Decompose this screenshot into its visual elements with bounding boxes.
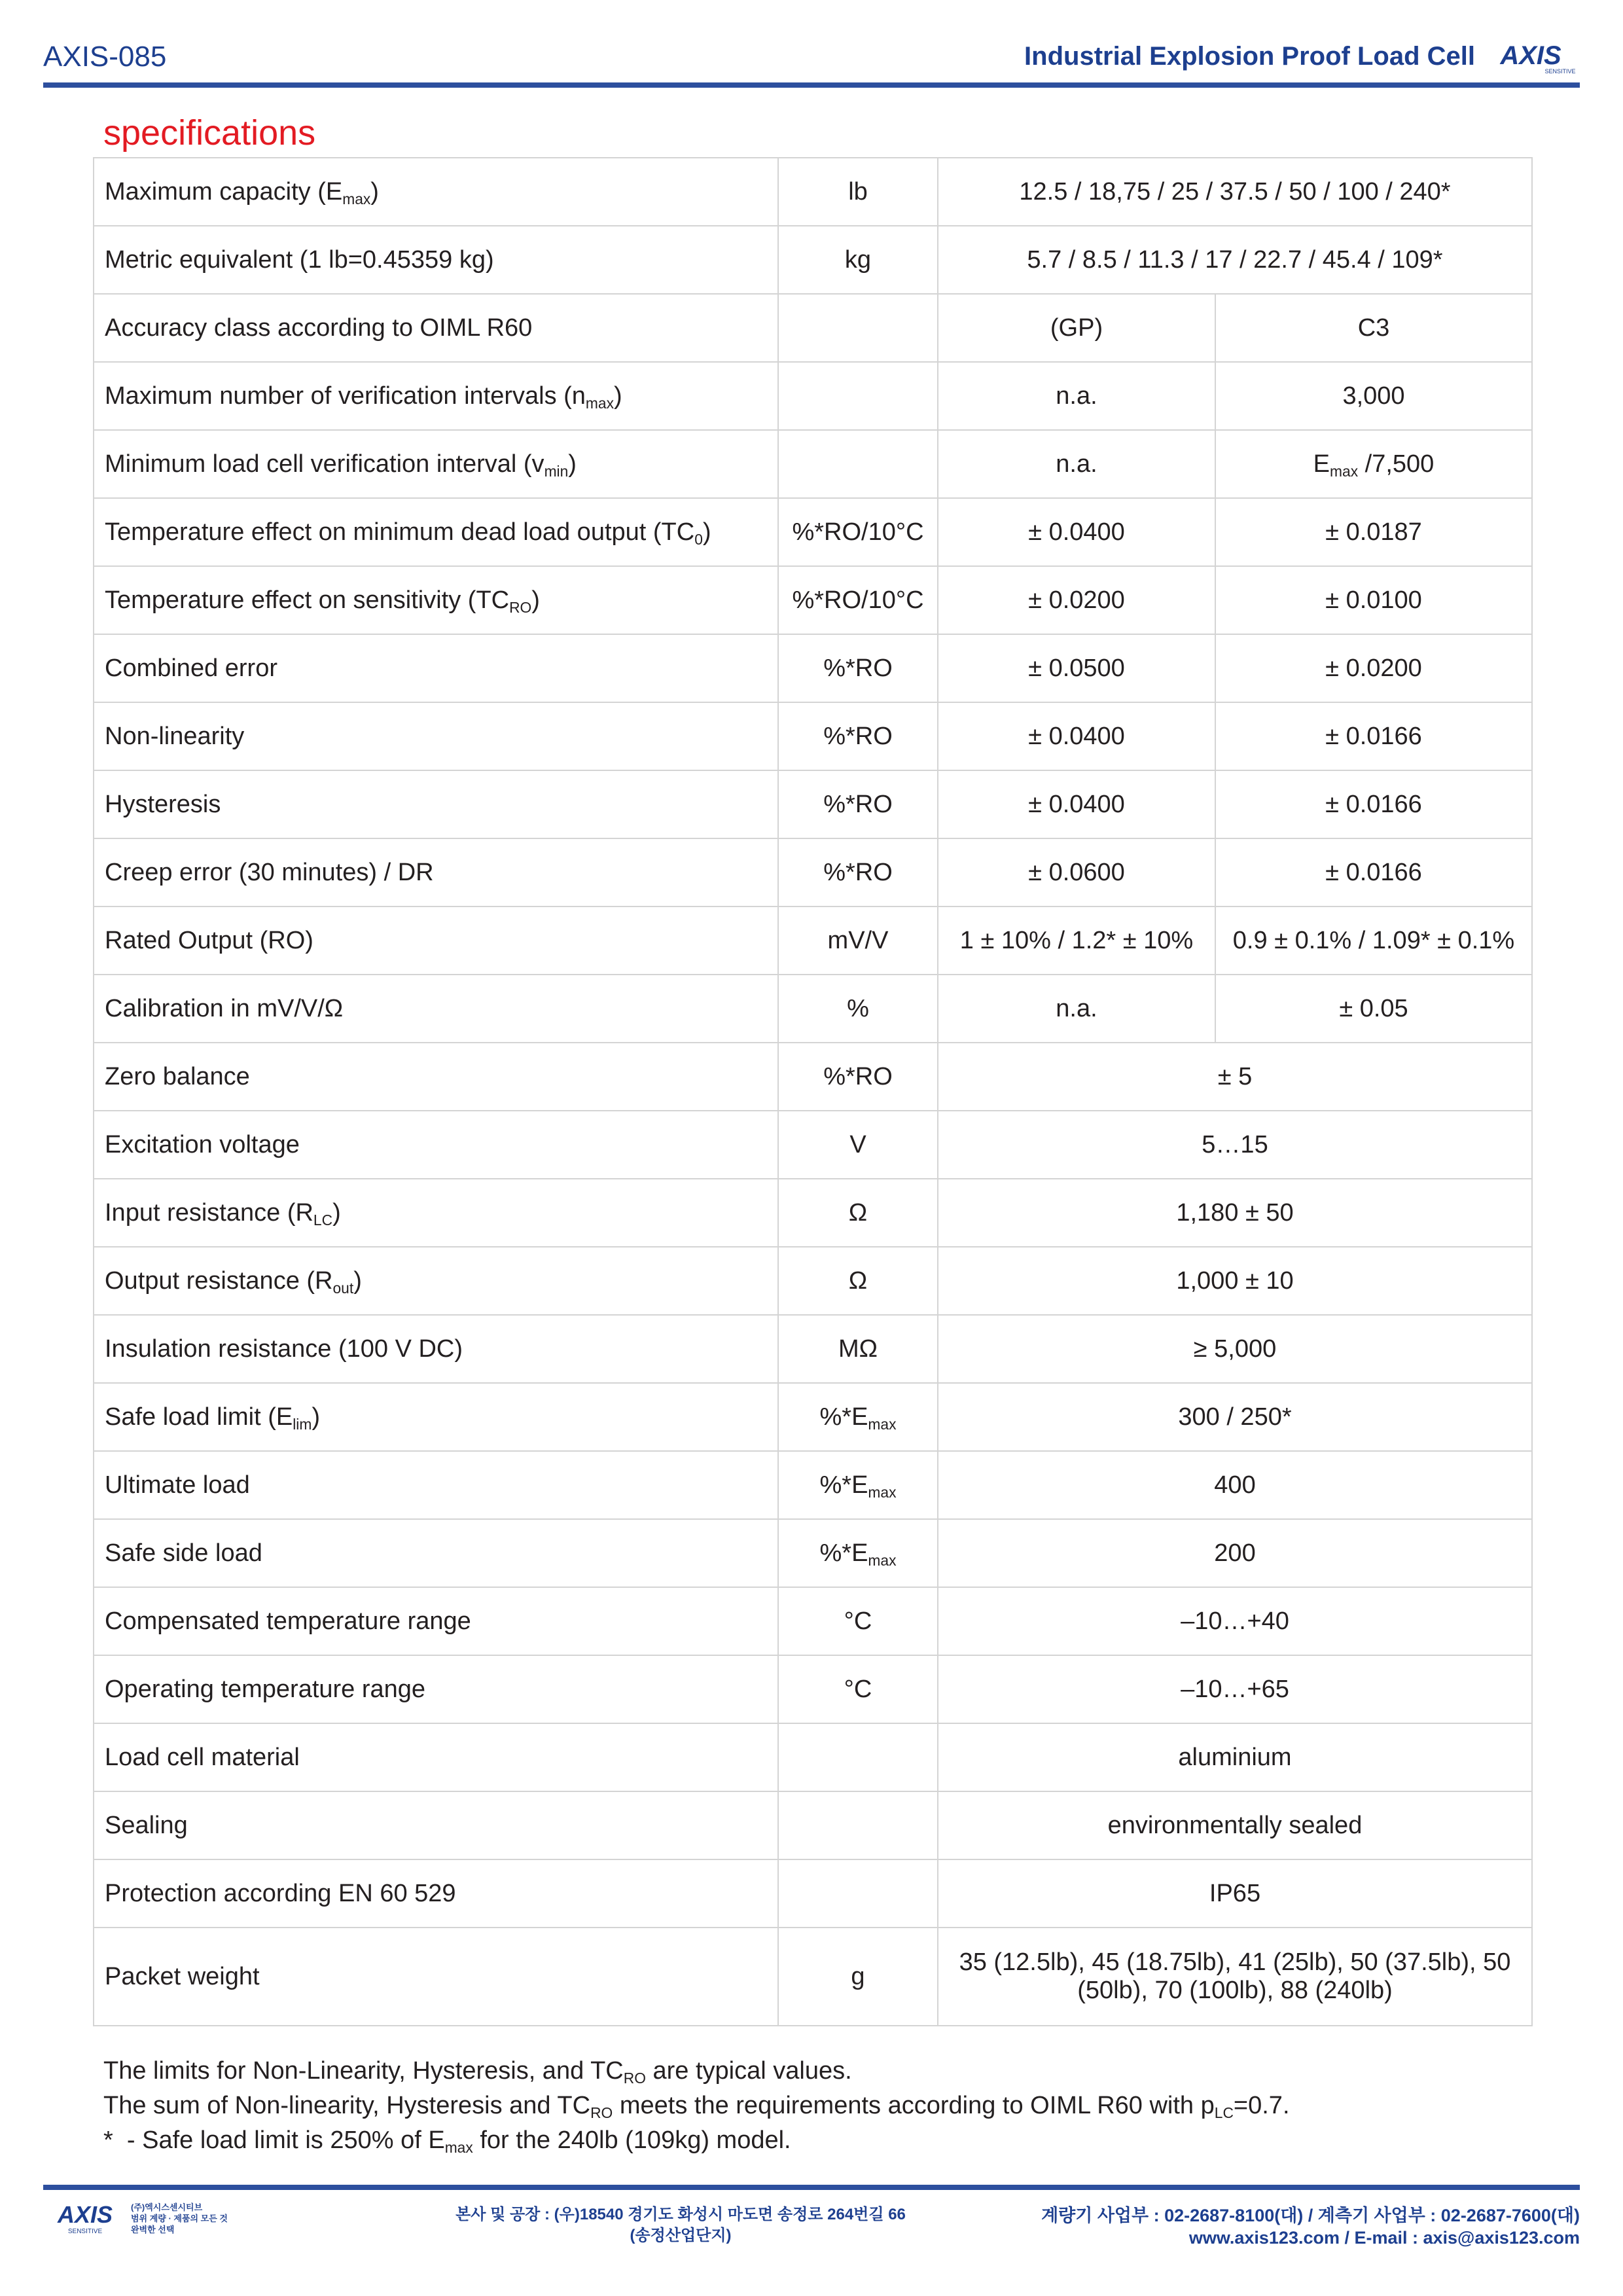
parameter-cell: Temperature effect on minimum dead load output $(TC_0)$ — [94, 498, 778, 566]
value-cell: 200 — [938, 1519, 1532, 1587]
note-line: * - Safe load limit is 250% of $E_{max}$ for the 240lb (109kg) model. — [103, 2126, 791, 2156]
unit-cell: $\%*E_{max}$ — [778, 1383, 938, 1451]
spec-row — [94, 1179, 1532, 1247]
unit-cell: %*RO — [778, 1043, 938, 1111]
spec-row — [94, 1928, 1532, 2026]
unit-cell: %*RO/10°C — [778, 498, 938, 566]
value-cell: 5.7 / 8.5 / 11.3 / 17 / 22.7 / 45.4 / 109* — [938, 226, 1532, 294]
parameter-cell: Hysteresis — [94, 770, 778, 838]
spec-row — [94, 975, 1532, 1043]
unit-cell: mV/V — [778, 906, 938, 975]
spec-row — [94, 838, 1532, 906]
parameter-cell: Input resistance $(R_{LC})$ — [94, 1179, 778, 1247]
spec-row — [94, 1587, 1532, 1655]
value-gp-cell: ± 0.0400 — [938, 498, 1215, 566]
spec-row — [94, 158, 1532, 226]
parameter-cell: Maximum number of verification intervals $(n_{max})$ — [94, 362, 778, 430]
parameter-cell: Safe load limit $(E_{lim})$ — [94, 1383, 778, 1451]
value-cell: environmentally sealed — [938, 1791, 1532, 1859]
value-cell: 1,000 ± 10 — [938, 1247, 1532, 1315]
svg-text:AXIS: AXIS — [57, 2201, 113, 2228]
value-cell: 1,180 ± 50 — [938, 1179, 1532, 1247]
parameter-cell: Protection according EN 60 529 — [94, 1859, 778, 1928]
company-name: (주)엑시스센시티브 — [131, 2202, 203, 2212]
value-cell: 5…15 — [938, 1111, 1532, 1179]
unit-cell — [778, 1791, 938, 1859]
parameter-cell: Excitation voltage — [94, 1111, 778, 1179]
parameter-cell: Load cell material — [94, 1723, 778, 1791]
specifications-table — [93, 157, 1533, 2026]
unit-cell: V — [778, 1111, 938, 1179]
svg-text:SENSITIVE: SENSITIVE — [67, 2228, 103, 2235]
value-c3-cell: ± 0.0200 — [1215, 634, 1532, 702]
company-slogan: 범위 계량 · 제품의 모든 것 — [131, 2214, 228, 2223]
value-cell: ± 5 — [938, 1043, 1532, 1111]
parameter-cell: Minimum load cell verification interval $(v_{min})$ — [94, 430, 778, 498]
spec-row — [94, 1111, 1532, 1179]
footer-contact — [1041, 2204, 1580, 2249]
company-slogan: 완벽한 선택 — [131, 2225, 175, 2234]
axis-logo — [1482, 41, 1580, 78]
unit-cell: g — [778, 1928, 938, 2026]
spec-row — [94, 1519, 1532, 1587]
value-c3-cell: ± 0.0166 — [1215, 702, 1532, 770]
footer-company — [131, 2202, 228, 2235]
unit-cell: kg — [778, 226, 938, 294]
value-c3-cell: ± 0.0187 — [1215, 498, 1532, 566]
unit-cell: %*RO — [778, 702, 938, 770]
parameter-cell: Temperature effect on sensitivity $(TC_{RO})$ — [94, 566, 778, 634]
spec-row — [94, 1383, 1532, 1451]
svg-text:SENSITIVE: SENSITIVE — [1544, 68, 1576, 75]
unit-cell: °C — [778, 1587, 938, 1655]
spec-row — [94, 294, 1532, 362]
value-gp-cell: ± 0.0200 — [938, 566, 1215, 634]
value-c3-cell: ± 0.0166 — [1215, 770, 1532, 838]
value-cell: –10…+40 — [938, 1587, 1532, 1655]
spec-row — [94, 226, 1532, 294]
parameter-cell: Calibration in mV/V/Ω — [94, 975, 778, 1043]
spec-row — [94, 634, 1532, 702]
spec-row — [94, 1451, 1532, 1519]
value-gp-cell: (GP) — [938, 294, 1215, 362]
spec-row — [94, 770, 1532, 838]
parameter-cell: Sealing — [94, 1791, 778, 1859]
value-cell: 12.5 / 18,75 / 25 / 37.5 / 50 / 100 / 240* — [938, 158, 1532, 226]
parameter-cell: Rated Output (RO) — [94, 906, 778, 975]
spec-row — [94, 430, 1532, 498]
section-title: specifications — [103, 113, 316, 152]
value-cell: –10…+65 — [938, 1655, 1532, 1723]
value-cell: IP65 — [938, 1859, 1532, 1928]
value-gp-cell: n.a. — [938, 975, 1215, 1043]
unit-cell: %*RO — [778, 634, 938, 702]
footer-address — [432, 2204, 929, 2246]
unit-cell — [778, 362, 938, 430]
note-line: The sum of Non-linearity, Hysteresis and $TC_{RO}$ meets the requirements according to OIML R60 with $p_{LC}=0.7$. — [103, 2092, 1290, 2121]
spec-row — [94, 1043, 1532, 1111]
spec-row — [94, 566, 1532, 634]
address-line: (송정산업단지) — [630, 2227, 732, 2244]
value-c3-cell: C3 — [1215, 294, 1532, 362]
parameter-cell: Accuracy class according to OIML R60 — [94, 294, 778, 362]
spec-row — [94, 1859, 1532, 1928]
value-c3-cell: ± 0.05 — [1215, 975, 1532, 1043]
value-gp-cell: 1 ± 10% / 1.2* ± 10% — [938, 906, 1215, 975]
parameter-cell: Maximum capacity $(E_{max})$ — [94, 158, 778, 226]
unit-cell: MΩ — [778, 1315, 938, 1383]
spec-row — [94, 1315, 1532, 1383]
spec-row — [94, 906, 1532, 975]
parameter-cell: Compensated temperature range — [94, 1587, 778, 1655]
unit-cell — [778, 294, 938, 362]
value-gp-cell: ± 0.0400 — [938, 770, 1215, 838]
unit-cell — [778, 430, 938, 498]
header-rule — [43, 82, 1580, 88]
unit-cell: Ω — [778, 1247, 938, 1315]
parameter-cell: Non-linearity — [94, 702, 778, 770]
unit-cell: °C — [778, 1655, 938, 1723]
web-email-line: www.axis123.com / E-mail : axis@axis123.com — [1188, 2228, 1580, 2248]
unit-cell — [778, 1859, 938, 1928]
parameter-cell: Zero balance — [94, 1043, 778, 1111]
parameter-cell: Metric equivalent (1 lb=0.45359 kg) — [94, 226, 778, 294]
value-cell: ≥ 5,000 — [938, 1315, 1532, 1383]
value-c3-cell: ± 0.0100 — [1215, 566, 1532, 634]
parameter-cell: Output resistance $(R_{out})$ — [94, 1247, 778, 1315]
spec-row — [94, 702, 1532, 770]
value-cell: aluminium — [938, 1723, 1532, 1791]
spec-row — [94, 1655, 1532, 1723]
spec-row — [94, 498, 1532, 566]
value-c3-cell: ± 0.0166 — [1215, 838, 1532, 906]
spec-row — [94, 1247, 1532, 1315]
parameter-cell: Combined error — [94, 634, 778, 702]
parameter-cell: Creep error (30 minutes) / DR — [94, 838, 778, 906]
unit-cell: Ω — [778, 1179, 938, 1247]
value-gp-cell: ± 0.0600 — [938, 838, 1215, 906]
value-c3-cell: 0.9 ± 0.1% / 1.09* ± 0.1% — [1215, 906, 1532, 975]
parameter-cell: Operating temperature range — [94, 1655, 778, 1723]
spec-row — [94, 1791, 1532, 1859]
value-gp-cell: n.a. — [938, 430, 1215, 498]
unit-cell: $\%*E_{max}$ — [778, 1451, 938, 1519]
phone-line: 계량기 사업부 : 02-2687-8100(대) / 계측기 사업부 : 02-2687-7600(대) — [1041, 2206, 1580, 2225]
model-number: AXIS-085 — [43, 41, 167, 73]
value-gp-cell: n.a. — [938, 362, 1215, 430]
address-line: 본사 및 공장 : (우)18540 경기도 화성시 마도면 송정로 264번길 66 — [455, 2206, 906, 2223]
value-cell: 300 / 250* — [938, 1383, 1532, 1451]
value-gp-cell: ± 0.0500 — [938, 634, 1215, 702]
unit-cell: %*RO/10°C — [778, 566, 938, 634]
unit-cell: % — [778, 975, 938, 1043]
unit-cell: %*RO — [778, 838, 938, 906]
unit-cell — [778, 1723, 938, 1791]
footer-logo — [43, 2199, 128, 2239]
value-c3-cell: $E_{max}$ /7,500 — [1215, 430, 1532, 498]
spec-row — [94, 362, 1532, 430]
unit-cell: lb — [778, 158, 938, 226]
footer-rule — [43, 2185, 1580, 2190]
unit-cell: $\%*E_{max}$ — [778, 1519, 938, 1587]
value-c3-cell: 3,000 — [1215, 362, 1532, 430]
parameter-cell: Packet weight — [94, 1928, 778, 2026]
spec-row — [94, 1723, 1532, 1791]
parameter-cell: Ultimate load — [94, 1451, 778, 1519]
value-cell: 400 — [938, 1451, 1532, 1519]
notes — [103, 2054, 1290, 2158]
svg-text:AXIS: AXIS — [1500, 41, 1561, 70]
unit-cell: %*RO — [778, 770, 938, 838]
document-title: Industrial Explosion Proof Load Cell — [1024, 42, 1475, 71]
value-gp-cell: ± 0.0400 — [938, 702, 1215, 770]
note-line: The limits for Non-Linearity, Hysteresis, and $TC_{RO}$ are typical values. — [103, 2057, 852, 2087]
parameter-cell: Safe side load — [94, 1519, 778, 1587]
value-cell: 35 (12.5lb), 45 (18.75lb), 41 (25lb), 50 (37.5lb), 50 (50lb), 70 (100lb), 88 (240lb) — [938, 1928, 1532, 2026]
parameter-cell: Insulation resistance (100 V DC) — [94, 1315, 778, 1383]
